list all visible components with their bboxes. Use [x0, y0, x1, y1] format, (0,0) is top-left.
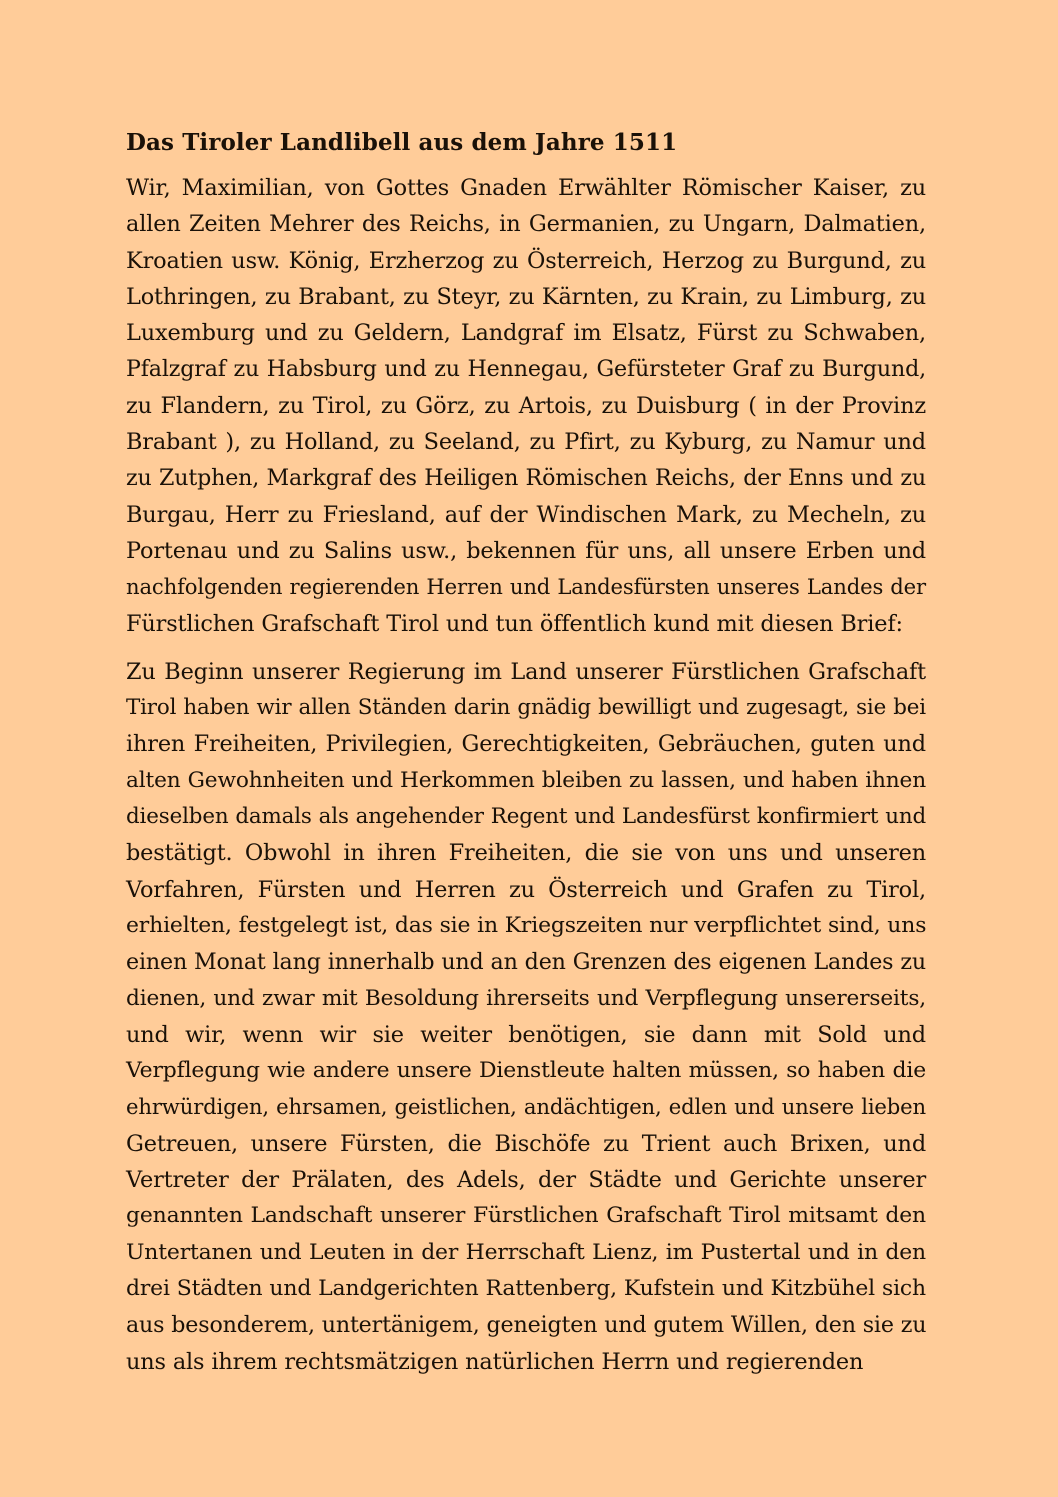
text-line: Burgau, Herr zu Friesland, auf der Windischen Mark, zu Mecheln, zu [126, 501, 926, 528]
text-line: ehrwürdigen, ehrsamen, geistlichen, andächtigen, edlen und unsere lieben [126, 1094, 926, 1120]
text-line: Untertanen und Leuten in der Herrschaft Lienz, im Pustertal und in den [126, 1239, 926, 1265]
text-line: drei Städten und Landgerichten Rattenberg, Kufstein und Kitzbühel sich [126, 1275, 926, 1301]
text-line: Zu Beginn unserer Regierung im Land unserer Fürstlichen Grafschaft [126, 658, 926, 685]
text-line: Verpflegung wie andere unsere Dienstleute halten müssen, so haben die [126, 1058, 926, 1084]
document-page [126, 126, 926, 1392]
text-line: allen Zeiten Mehrer des Reichs, in Germanien, zu Ungarn, Dalmatien, [126, 211, 926, 238]
text-line: dieselben damals als angehender Regent und Landesfürst konfirmiert und [126, 804, 926, 830]
text-line: Vorfahren, Fürsten und Herren zu Österreich und Grafen zu Tirol, [126, 876, 926, 903]
text-line: zu Flandern, zu Tirol, zu Görz, zu Artois, zu Duisburg ( in der Provinz [126, 392, 926, 419]
text-line: einen Monat lang innerhalb und an den Grenzen des eigenen Landes zu [126, 949, 926, 976]
text-line: genannten Landschaft unserer Fürstlichen Grafschaft Tirol mitsamt den [126, 1203, 926, 1229]
text-line: Kroatien usw. König, Erzherzog zu Österreich, Herzog zu Burgund, zu [126, 247, 926, 274]
text-line: Lothringen, zu Brabant, zu Steyr, zu Kärnten, zu Krain, zu Limburg, zu [126, 283, 926, 310]
text-line: Vertreter der Prälaten, des Adels, der Städte und Gerichte unserer [126, 1167, 926, 1194]
text-line: uns als ihrem rechtsmätzigen natürlichen Herrn und regierenden [126, 1348, 864, 1375]
text-line: dienen, und zwar mit Besoldung ihrerseits und Verpflegung unsererseits, [126, 985, 926, 1011]
text-line: Fürstlichen Grafschaft Tirol und tun öffentlich kund mit diesen Brief: [126, 610, 903, 637]
text-line: Pfalzgraf zu Habsburg und zu Hennegau, Gefürsteter Graf zu Burgund, [126, 356, 926, 383]
text-line: Getreuen, unsere Fürsten, die Bischöfe zu Trient auch Brixen, und [126, 1130, 926, 1157]
text-line: Wir, Maximilian, von Gottes Gnaden Erwählter Römischer Kaiser, zu [126, 175, 926, 201]
text-line: Brabant ), zu Holland, zu Seeland, zu Pfirt, zu Kyburg, zu Namur und [126, 429, 926, 456]
text-line: erhielten, festgelegt ist, das sie in Kriegszeiten nur verpflichtet sind, uns [126, 912, 927, 938]
text-line: Tirol haben wir allen Ständen darin gnädig bewilligt und zugesagt, sie bei [126, 695, 926, 721]
text-line: zu Zutphen, Markgraf des Heiligen Römischen Reichs, der Enns und zu [126, 465, 926, 492]
text-line: ihren Freiheiten, Privilegien, Gerechtigkeiten, Gebräuchen, guten und [126, 731, 926, 758]
text-line: alten Gewohnheiten und Herkommen bleiben zu lassen, und haben ihnen [126, 767, 926, 793]
text-line: und wir, wenn wir sie weiter benötigen, sie dann mit Sold und [126, 1021, 926, 1048]
text-line: bestätigt. Obwohl in ihren Freiheiten, die sie von uns und unseren [126, 840, 926, 867]
paragraph-2 [126, 654, 926, 1380]
text-line: aus besonderem, untertänigem, geneigten und gutem Willen, den sie zu [126, 1312, 927, 1339]
text-line: Portenau und zu Salins usw., bekennen für uns, all unsere Erben und [126, 537, 926, 564]
text-line: Luxemburg und zu Geldern, Landgraf im Elsatz, Fürst zu Schwaben, [126, 320, 926, 347]
paragraph-1 [126, 170, 926, 642]
text-line: nachfolgenden regierenden Herren und Landesfürsten unseres Landes der [126, 574, 926, 600]
document-title: Das Tiroler Landlibell aus dem Jahre 1511 [126, 129, 678, 156]
